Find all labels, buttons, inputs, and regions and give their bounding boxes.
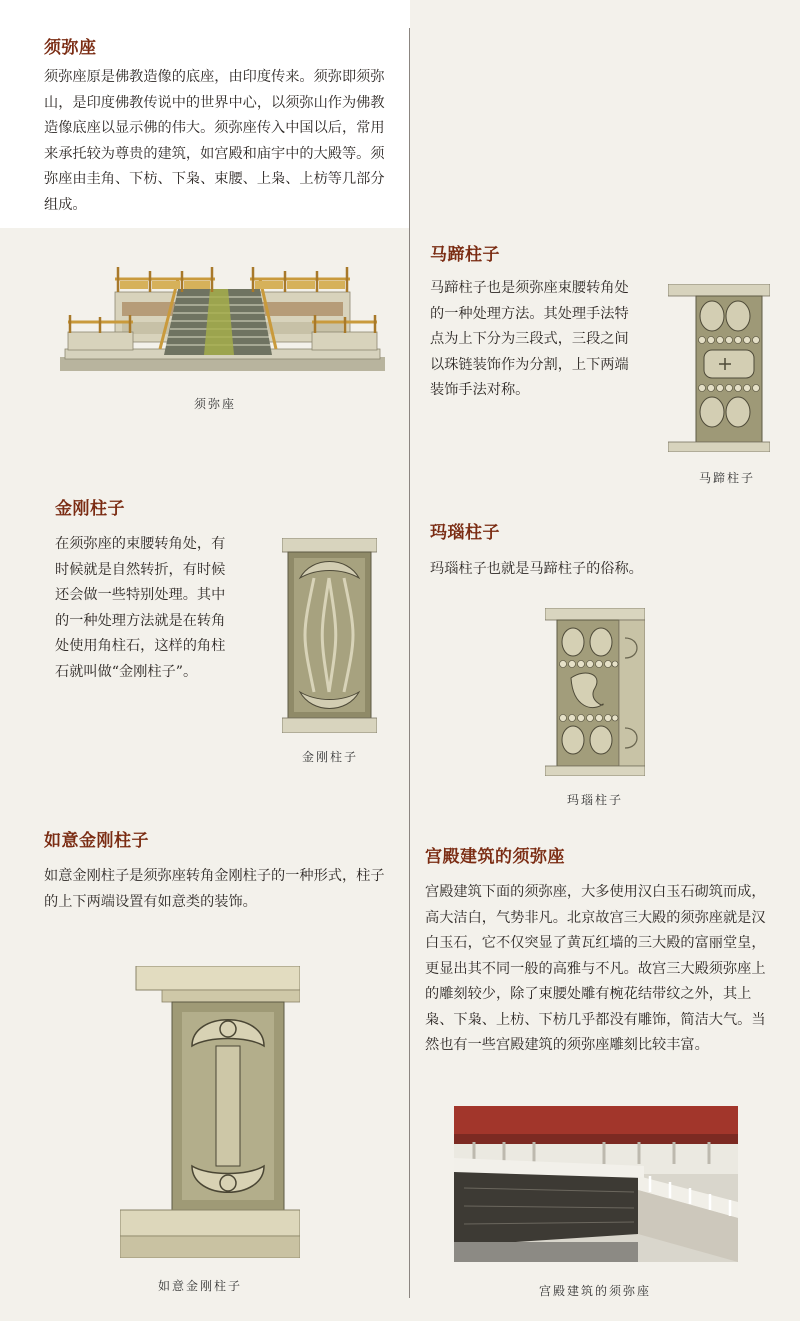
text-ruyi: 如意金刚柱子是须弥座转角金刚柱子的一种形式，柱子的上下两端设置有如意类的装饰。	[44, 868, 385, 910]
manao-illustration	[545, 608, 645, 776]
caption-manao: 玛瑙柱子	[566, 793, 623, 807]
text-xumizuo: 须弥座原是佛教造像的底座，由印度传来。须弥即须弥山，是印度佛教传说中的世界中心，以须弥山作为佛教造像底座以显示佛的伟大。须弥座传入中国以后，常用来承托较为尊贵的建筑，如宫殿和庙宇中的大殿等。须弥座由圭角、下枋、下枭、束腰、上枭、上枋等几部分组成。	[44, 69, 385, 213]
caption-jingang: 金刚柱子	[301, 750, 358, 764]
xumizuo-illustration	[60, 237, 385, 379]
column-divider	[409, 28, 410, 1298]
caption-ruyi: 如意金刚柱子	[157, 1279, 242, 1293]
text-gongdian: 宫殿建筑下面的须弥座，大多使用汉白玉石砌筑而成，高大洁白，气势非凡。北京故宫三大殿的须弥座就是汉白玉石，它不仅突显了黄瓦红墙的三大殿的富丽堂皇，更显出其不同一般的高雅与不凡。故宫三大殿须弥座上的雕刻较少，除了束腰处雕有椀花结带纹之外，其上枭、下枭、上枋、下枋几乎都没有雕饰，简洁大气。当然也有一些宫殿建筑的须弥座雕刻比较丰富。	[425, 884, 766, 1053]
heading-gongdian: 宫殿建筑的须弥座	[425, 847, 565, 867]
text-manao: 玛瑙柱子也就是马蹄柱子的俗称。	[430, 561, 643, 577]
mati-illustration	[668, 284, 770, 452]
heading-manao: 玛瑙柱子	[430, 523, 500, 543]
heading-jingang: 金刚柱子	[55, 499, 125, 519]
caption-xumizuo: 须弥座	[193, 397, 236, 411]
text-jingang: 在须弥座的束腰转角处，有时候就是自然转折，有时候还会做一些特别处理。其中的一种处理方法就是在转角处使用角柱石，这样的角柱石就叫做“金刚柱子”。	[55, 536, 226, 680]
heading-mati: 马蹄柱子	[430, 245, 500, 265]
text-mati: 马蹄柱子也是须弥座束腰转角处的一种处理方法。其处理手法特点为上下分为三段式，三段之间以珠链装饰作为分割，上下两端装饰手法对称。	[430, 280, 629, 398]
jingang-illustration	[282, 538, 377, 733]
caption-mati: 马蹄柱子	[698, 471, 755, 485]
gongdian-photo	[454, 1106, 738, 1262]
caption-gongdian: 宫殿建筑的须弥座	[538, 1284, 651, 1298]
heading-ruyi: 如意金刚柱子	[44, 831, 149, 851]
heading-xumizuo: 须弥座	[44, 38, 97, 58]
ruyi-illustration	[120, 966, 300, 1258]
